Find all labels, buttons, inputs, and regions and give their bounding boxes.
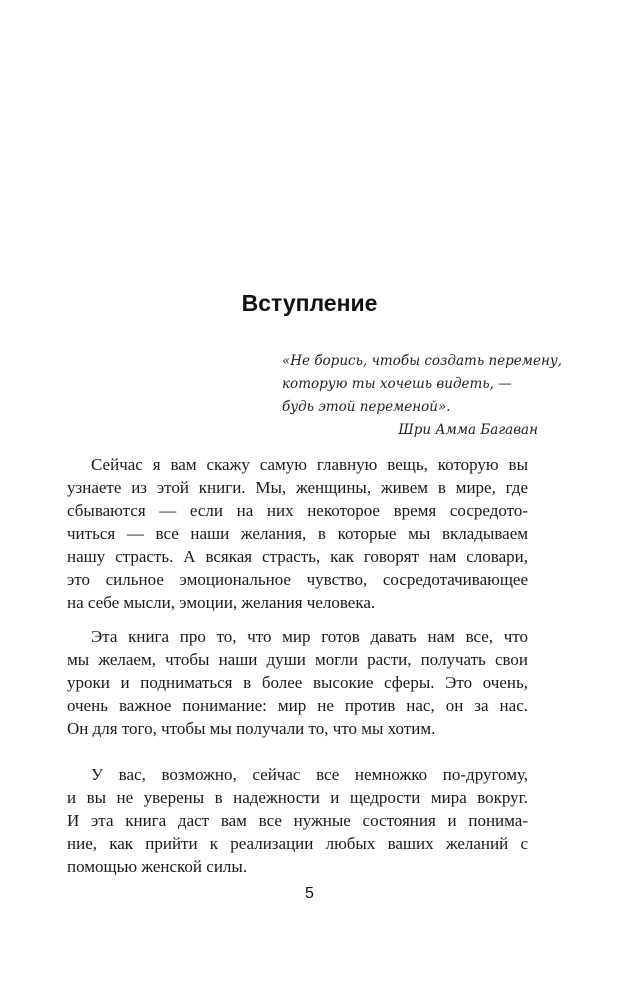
text-line: У вас, возможно, сейчас все немножко по-другому, [91,765,528,784]
epigraph-line: будь этой переменой». [282,399,451,415]
text-line: Он для того, чтобы мы получали то, что мы хотим. [67,719,436,738]
text-line: сбываются — если на них некоторое время сосредото- [67,501,528,520]
text-line: уроки и подниматься в более высокие сферы. Это очень, [67,673,528,692]
chapter-title: Вступление [241,290,378,316]
text-line: И эта книга даст вам все нужные состояния и понима- [67,811,528,830]
text-line: помощью женской силы. [67,857,248,876]
text-line: это сильное эмоциональное чувство, сосредотачивающее [67,570,528,589]
text-line: мы желаем, чтобы наши души могли расти, получать свои [67,650,528,669]
text-line: очень важное понимание: мир не против нас, он за нас. [67,696,528,715]
text-line: и вы не уверены в надежности и щедрости мира вокруг. [67,788,528,807]
paragraph-3 [67,763,528,878]
epigraph-author: Шри Амма Багаван [398,422,538,438]
epigraph [282,350,562,442]
text-line: на себе мысли, эмоции, желания человека. [67,593,376,612]
paragraph-2 [67,625,528,740]
text-line: нашу страсть. А всякая страсть, как говорят нам словари, [67,547,528,566]
page-number: 5 [305,885,314,902]
epigraph-line: «Не борись, чтобы создать перемену, [282,353,562,369]
text-line: Сейчас я вам скажу самую главную вещь, которую вы [91,455,528,474]
text-line: Эта книга про то, что мир готов давать нам все, что [91,627,528,646]
epigraph-line: которую ты хочешь видеть, — [282,376,512,392]
text-line: узнаете из этой книги. Мы, женщины, живем в мире, где [67,478,528,497]
paragraph-1 [67,453,528,614]
text-line: ние, как прийти к реализации любых ваших желаний с [67,834,528,853]
text-line: читься — все наши желания, в которые мы вкладываем [67,524,528,543]
